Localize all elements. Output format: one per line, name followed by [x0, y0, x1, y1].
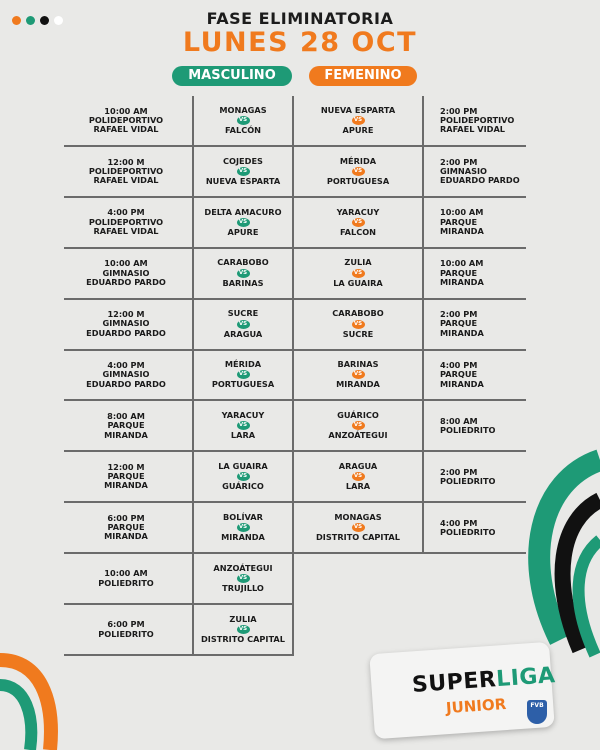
match-time: 10:00 AM — [104, 105, 148, 116]
team-name: ANZOÁTEGUI — [328, 430, 388, 441]
match-cell — [294, 147, 424, 198]
vs-badge: VS — [237, 320, 250, 329]
match-cell — [294, 503, 424, 554]
venue-name: POLIDEPORTIVO — [88, 216, 164, 227]
team-name: FALCÓN — [224, 124, 262, 135]
fvb-logo: FVB — [527, 700, 547, 724]
venue-name: POLIDEPORTIVO — [440, 114, 515, 125]
team-name: MONAGAS — [219, 104, 267, 115]
team-name: MONAGAS — [334, 512, 382, 523]
team-name: LARA — [230, 430, 256, 441]
match-time: 12:00 M — [107, 462, 145, 473]
match-time: 6:00 PM — [107, 619, 145, 630]
empty-cell — [294, 554, 424, 605]
venue-name: MIRANDA — [440, 327, 484, 338]
match-cell — [294, 452, 424, 503]
match-cell — [194, 96, 294, 147]
venue-name: EDUARDO PARDO — [86, 276, 166, 287]
venue-name: MIRANDA — [440, 225, 484, 236]
team-name: SUCRE — [227, 308, 259, 319]
match-cell — [194, 147, 294, 198]
venue-name: POLIEDRITO — [98, 577, 154, 588]
venue-name: PARQUE — [440, 318, 478, 329]
vs-badge: VS — [352, 320, 365, 329]
match-time: 10:00 AM — [104, 568, 148, 579]
page-title: LUNES 28 OCT — [182, 27, 418, 58]
venue-name: POLIEDRITO — [440, 526, 496, 537]
venue-name: PARQUE — [107, 471, 145, 482]
team-name: FALCON — [339, 226, 377, 237]
team-name: LA GUAIRA — [218, 461, 268, 472]
tab-femenino: FEMENINO — [309, 66, 417, 86]
venue-name: RAFAEL VIDAL — [93, 174, 159, 185]
team-name: BOLÍVAR — [223, 512, 263, 523]
match-cell — [194, 452, 294, 503]
time-venue-cell — [424, 147, 526, 198]
team-name: NUEVA ESPARTA — [205, 175, 281, 186]
team-name: APURE — [227, 226, 259, 237]
team-name: GUÁRICO — [222, 481, 264, 492]
tab-masculino: MASCULINO — [172, 66, 292, 86]
vs-badge: VS — [237, 269, 250, 278]
time-venue-cell — [64, 198, 194, 249]
venue-name: POLIEDRITO — [440, 424, 496, 435]
vs-badge: VS — [237, 625, 250, 634]
team-name: LARA — [345, 481, 371, 492]
match-time: 4:00 PM — [440, 360, 478, 371]
team-name: MIRANDA — [221, 532, 265, 543]
venue-name: PARQUE — [440, 369, 478, 380]
venue-name: EDUARDO PARDO — [86, 378, 166, 389]
match-time: 6:00 PM — [107, 512, 145, 523]
venue-name: MIRANDA — [104, 429, 148, 440]
vs-badge: VS — [237, 523, 250, 532]
vs-badge: VS — [237, 116, 250, 125]
venue-name: POLIDEPORTIVO — [88, 165, 164, 176]
venue-name: POLIEDRITO — [98, 628, 154, 639]
venue-name: GIMNASIO — [102, 318, 150, 329]
time-venue-cell — [64, 401, 194, 452]
match-time: 8:00 AM — [107, 411, 145, 422]
vs-badge: VS — [237, 421, 250, 430]
vs-badge: VS — [352, 167, 365, 176]
venue-name: MIRANDA — [440, 378, 484, 389]
team-name: MÉRIDA — [224, 359, 262, 370]
match-time: 12:00 M — [107, 309, 145, 320]
venue-name: PARQUE — [440, 216, 478, 227]
vs-badge: VS — [237, 370, 250, 379]
venue-name: PARQUE — [107, 522, 145, 533]
time-venue-cell — [424, 300, 526, 351]
match-cell — [194, 503, 294, 554]
team-name: BARINAS — [222, 277, 264, 288]
match-cell — [194, 198, 294, 249]
venue-name: PARQUE — [440, 267, 478, 278]
venue-name: POLIEDRITO — [440, 475, 496, 486]
team-name: LA GUAIRA — [333, 277, 383, 288]
match-cell — [194, 554, 294, 605]
vs-badge: VS — [237, 167, 250, 176]
vs-badge: VS — [352, 421, 365, 430]
venue-name: PARQUE — [107, 420, 145, 431]
team-name: ANZOÁTEGUI — [213, 562, 273, 573]
time-venue-cell — [424, 249, 526, 300]
team-name: ARAGUA — [338, 461, 378, 472]
team-name: CARABOBO — [217, 257, 269, 268]
vs-badge: VS — [352, 269, 365, 278]
empty-cell — [294, 605, 424, 656]
time-venue-cell — [64, 147, 194, 198]
time-venue-cell — [64, 503, 194, 554]
team-name: ZULIA — [344, 257, 372, 268]
venue-name: MIRANDA — [104, 531, 148, 542]
team-name: ZULIA — [229, 613, 257, 624]
venue-name: RAFAEL VIDAL — [93, 225, 159, 236]
team-name: MÉRIDA — [339, 155, 377, 166]
time-venue-cell — [64, 300, 194, 351]
team-name: SUCRE — [342, 328, 374, 339]
match-time: 4:00 PM — [107, 360, 145, 371]
team-name: MIRANDA — [336, 379, 380, 390]
vs-badge: VS — [237, 218, 250, 227]
time-venue-cell — [424, 96, 526, 147]
venue-name: MIRANDA — [104, 480, 148, 491]
match-time: 8:00 AM — [440, 415, 478, 426]
venue-name: RAFAEL VIDAL — [93, 124, 159, 135]
team-name: NUEVA ESPARTA — [320, 104, 396, 115]
match-cell — [194, 605, 294, 656]
match-time: 2:00 PM — [440, 466, 478, 477]
team-name: DELTA AMACURO — [204, 206, 282, 217]
match-cell — [194, 300, 294, 351]
venue-name: RAFAEL VIDAL — [440, 124, 506, 135]
match-cell — [194, 249, 294, 300]
venue-name: GIMNASIO — [102, 267, 150, 278]
match-cell — [294, 300, 424, 351]
match-cell — [194, 351, 294, 402]
match-time: 4:00 PM — [440, 517, 478, 528]
match-cell — [294, 351, 424, 402]
match-time: 2:00 PM — [440, 309, 478, 320]
team-name: TRUJILLO — [222, 583, 264, 594]
time-venue-cell — [424, 198, 526, 249]
schedule-table — [64, 96, 526, 656]
match-time: 2:00 PM — [440, 156, 478, 167]
vs-badge: VS — [237, 574, 250, 583]
team-name: PORTUGUESA — [326, 175, 390, 186]
team-name: YARACUY — [336, 206, 380, 217]
match-cell — [294, 249, 424, 300]
team-name: BARINAS — [337, 359, 379, 370]
vs-badge: VS — [352, 370, 365, 379]
match-cell — [194, 401, 294, 452]
time-venue-cell — [64, 452, 194, 503]
match-cell — [294, 198, 424, 249]
venue-name: MIRANDA — [440, 276, 484, 287]
match-time: 2:00 PM — [440, 105, 478, 116]
vs-badge: VS — [237, 472, 250, 481]
team-name: DISTRITO CAPITAL — [316, 532, 400, 543]
match-time: 10:00 AM — [104, 258, 148, 269]
junior-logo: JUNIOR — [445, 694, 507, 718]
time-venue-cell — [64, 249, 194, 300]
time-venue-cell — [64, 96, 194, 147]
venue-name: POLIDEPORTIVO — [88, 114, 164, 125]
venue-name: EDUARDO PARDO — [86, 327, 166, 338]
decorative-stripes-left-icon — [0, 640, 90, 750]
venue-name: GIMNASIO — [102, 369, 150, 380]
superliga-logo: SUPERLIGA — [411, 663, 557, 698]
vs-badge: VS — [352, 116, 365, 125]
team-name: APURE — [342, 124, 374, 135]
venue-name: EDUARDO PARDO — [440, 174, 520, 185]
match-cell — [294, 96, 424, 147]
team-name: YARACUY — [221, 410, 265, 421]
match-cell — [294, 401, 424, 452]
match-time: 12:00 M — [107, 156, 145, 167]
time-venue-cell — [424, 351, 526, 402]
match-time: 4:00 PM — [107, 207, 145, 218]
team-name: PORTUGUESA — [211, 379, 275, 390]
venue-name: GIMNASIO — [440, 165, 488, 176]
time-venue-cell — [64, 351, 194, 402]
team-name: ARAGUA — [223, 328, 263, 339]
time-venue-cell — [64, 554, 194, 605]
team-name: COJEDES — [223, 155, 263, 166]
vs-badge: VS — [352, 523, 365, 532]
match-time: 10:00 AM — [440, 258, 484, 269]
team-name: DISTRITO CAPITAL — [201, 634, 285, 645]
vs-badge: VS — [352, 218, 365, 227]
vs-badge: VS — [352, 472, 365, 481]
team-name: CARABOBO — [332, 308, 384, 319]
team-name: GUÁRICO — [337, 410, 379, 421]
phase-subtitle: FASE ELIMINATORIA — [206, 9, 394, 28]
match-time: 10:00 AM — [440, 207, 484, 218]
